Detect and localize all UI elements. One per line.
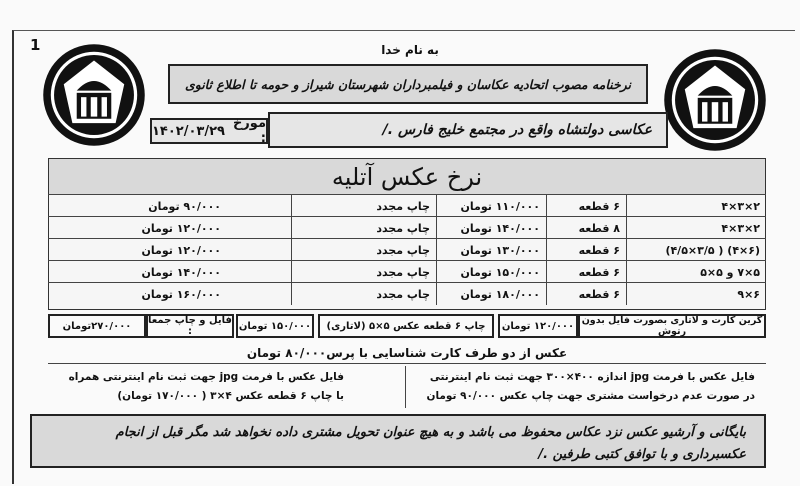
count-cell: ۶ قطعه	[546, 195, 626, 217]
lottery-row	[48, 314, 766, 338]
reprint-cell: چاپ مجدد	[291, 195, 436, 217]
price-rows-container	[48, 194, 766, 304]
lottery-desc: گرین کارت و لاتاری بصورت فایل بدون رتوش	[578, 314, 766, 338]
reprint-price-cell: ۱۶۰/۰۰۰ تومان	[141, 287, 221, 301]
table-row	[48, 194, 766, 217]
price-cell: ۱۸۰/۰۰۰ تومان	[436, 283, 546, 305]
count-cell: ۶ قطعه	[546, 283, 626, 305]
price-cell: ۱۵۰/۰۰۰ تومان	[436, 261, 546, 283]
camera-shutter-emblem-icon	[40, 40, 148, 150]
size-cell: (۶×۴) ( ۳/۵×۴/۵)	[626, 239, 766, 261]
date-box	[150, 118, 268, 144]
table-heading: نرخ عکس آتلیه	[49, 159, 765, 195]
archive-notice: بایگانی و آرشیو عکس نزد عکاس محفوظ می باشد و به هیچ عنوان تحویل مشتری داده نخواهد شد مگر قبل از انجام عکسبرداری و با توافق کتبی طرفین ./	[30, 414, 766, 468]
reprint-cell: چاپ مجدد	[291, 239, 436, 261]
count-cell: ۶ قطعه	[546, 261, 626, 283]
table-row	[48, 282, 766, 305]
page-number: 1	[30, 36, 41, 54]
table-row	[48, 216, 766, 239]
size-cell: ۶×۹	[626, 283, 766, 305]
reprint-price-cell: ۱۴۰/۰۰۰ تومان	[141, 265, 221, 279]
union-logo-left	[40, 40, 148, 150]
reprint-cell: چاپ مجدد	[291, 261, 436, 283]
size-cell: ۵×۷ و ۵×۵	[626, 261, 766, 283]
file-note-right: فایل عکس با فرمت jpg اندازه ۴۰۰×۳۰۰ جهت ثبت نام اینترنتی در صورت عدم درخواست مشتری جهت چاپ عکس ۹۰/۰۰۰ تومان	[405, 366, 765, 408]
id-card-price: عکس از دو طرف کارت شناسایی با پرس۸۰/۰۰۰ تومان	[48, 342, 766, 364]
count-cell: ۸ قطعه	[546, 217, 626, 239]
lottery-total-desc: فایل و چاپ جمعا :	[146, 314, 234, 338]
reprint-cell: چاپ مجدد	[291, 283, 436, 305]
union-logo-right	[660, 46, 770, 154]
reprint-price-cell: ۱۲۰/۰۰۰ تومان	[141, 243, 221, 257]
price-cell: ۱۱۰/۰۰۰ تومان	[436, 195, 546, 217]
lottery-print-price: ۱۵۰/۰۰۰ تومان	[236, 314, 314, 338]
count-cell: ۶ قطعه	[546, 239, 626, 261]
date-value: ۱۴۰۲/۰۳/۲۹	[152, 123, 225, 139]
reprint-price-cell: ۱۲۰/۰۰۰ تومان	[141, 221, 221, 235]
price-cell: ۱۴۰/۰۰۰ تومان	[436, 217, 546, 239]
size-cell: ۲×۳×۴	[626, 195, 766, 217]
reprint-cell: چاپ مجدد	[291, 217, 436, 239]
file-note-left: فایل عکس با فرمت jpg جهت ثبت نام اینترنتی همراه با چاپ ۶ قطعه عکس ۴×۳ ( ۱۷۰/۰۰۰ تومان)	[68, 371, 344, 402]
camera-shutter-emblem-icon	[660, 46, 770, 154]
lottery-price: ۱۲۰/۰۰۰ تومان	[498, 314, 578, 338]
date-label: مورخ :	[232, 116, 266, 146]
studio-name: عکاسی دولتشاه واقع در مجتمع خلیج فارس ./	[268, 112, 668, 148]
document-title: نرخنامه مصوب اتحادیه عکاسان و فیلمبرداران شهرستان شیراز و حومه تا اطلاع ثانوی	[168, 64, 648, 104]
price-cell: ۱۳۰/۰۰۰ تومان	[436, 239, 546, 261]
lottery-print-desc: چاپ ۶ قطعه عکس ۵×۵ (لاتاری)	[318, 314, 494, 338]
table-row	[48, 260, 766, 283]
table-row	[48, 238, 766, 261]
basmala: به نام خدا	[381, 43, 439, 57]
lottery-total-price: ۲۷۰/۰۰۰تومان	[48, 314, 146, 338]
size-cell: ۲×۳×۴	[626, 217, 766, 239]
reprint-price-cell: ۹۰/۰۰۰ تومان	[148, 199, 221, 213]
